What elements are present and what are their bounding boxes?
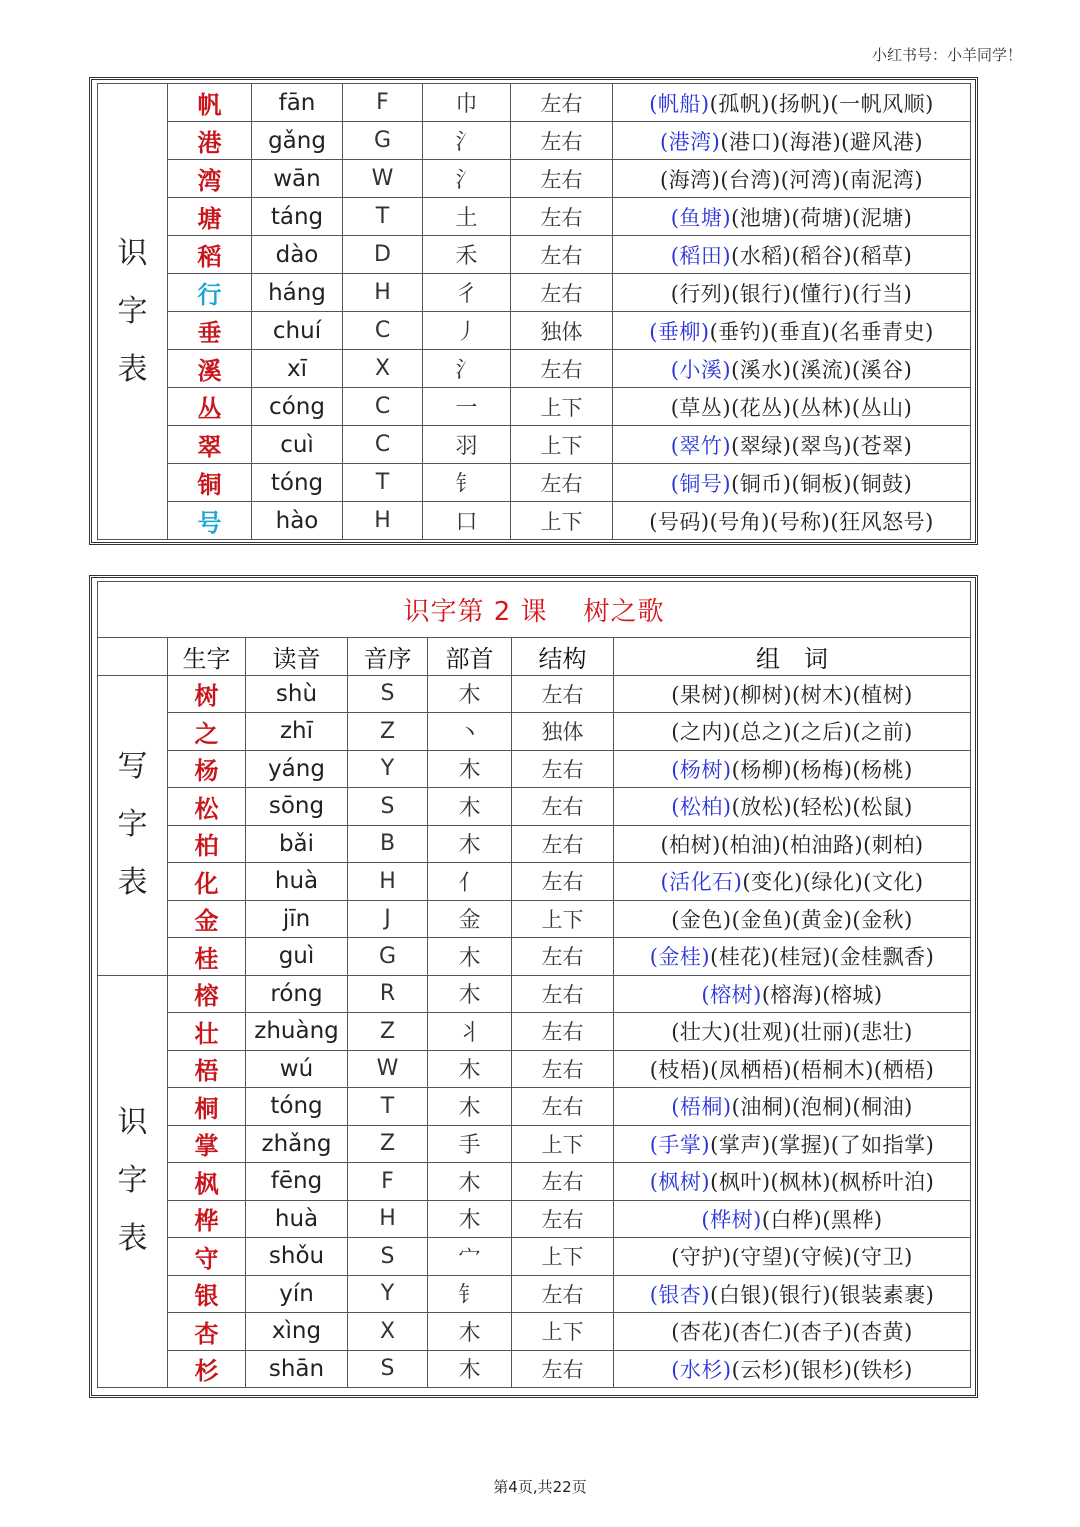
highlighted-word: (鱼塘) (670, 205, 732, 230)
phonetic-order-cell: G (343, 122, 423, 160)
structure-cell: 上下 (511, 388, 613, 426)
pinyin-cell: wú (246, 1050, 348, 1088)
watermark-account: 小红书号：小羊同学！ (871, 46, 1022, 64)
word-list: (枫叶)(枫林)(枫桥叶泊) (710, 1170, 935, 1195)
character-cell: 丛 (168, 388, 252, 426)
character-cell: 桂 (168, 938, 246, 976)
character-cell: 金 (168, 900, 246, 938)
character-cell: 塘 (168, 198, 252, 236)
table-row (98, 198, 971, 236)
radical-cell: 丬 (428, 1013, 512, 1051)
structure-cell: 左右 (512, 1088, 614, 1126)
word-list: (柏树)(柏油)(柏油路)(刺柏) (660, 832, 924, 857)
header-cell: 部首 (428, 638, 512, 676)
phonetic-order-cell: J (348, 900, 428, 938)
character-cell: 垂 (168, 312, 252, 350)
phonetic-order-cell: C (343, 388, 423, 426)
phonetic-order-cell: Z (348, 713, 428, 751)
word-list: (翠绿)(翠鸟)(苍翠) (731, 433, 913, 458)
highlighted-word: (金桂) (649, 945, 711, 970)
word-list: (守护)(守望)(守候)(守卫) (671, 1245, 913, 1270)
word-list: (油桐)(泡桐)(桐油) (731, 1095, 913, 1120)
word-list: (变化)(绿化)(文化) (742, 870, 924, 895)
word-list: (行列)(银行)(懂行)(行当) (670, 281, 913, 306)
phonetic-order-cell: T (343, 198, 423, 236)
word-group-cell (613, 502, 971, 540)
highlighted-word: (桦树) (701, 1207, 762, 1232)
highlighted-word: (榕树) (701, 982, 762, 1007)
word-group-cell (614, 1013, 971, 1051)
table-row (98, 312, 971, 350)
phonetic-order-cell: T (343, 464, 423, 502)
structure-cell: 左右 (512, 938, 614, 976)
character-cell: 壮 (168, 1013, 246, 1051)
radical-cell: 土 (423, 198, 511, 236)
highlighted-word: (港湾) (659, 129, 721, 154)
phonetic-order-cell: S (348, 675, 428, 713)
structure-cell: 上下 (511, 502, 613, 540)
pinyin-cell: gǎng (252, 122, 343, 160)
structure-cell: 左右 (511, 122, 613, 160)
word-group-cell (613, 274, 971, 312)
pinyin-cell: sōng (246, 788, 348, 826)
word-group-cell (613, 160, 971, 198)
highlighted-word: (枫树) (649, 1170, 711, 1195)
phonetic-order-cell: C (343, 312, 423, 350)
radical-cell: 口 (423, 502, 511, 540)
table-1-frame (89, 77, 978, 545)
character-cell: 杨 (168, 750, 246, 788)
radical-cell: 亻 (428, 863, 512, 901)
pinyin-cell: chuí (252, 312, 343, 350)
structure-cell: 左右 (511, 160, 613, 198)
structure-cell: 左右 (511, 464, 613, 502)
highlighted-word: (稻田) (670, 243, 732, 268)
table-row (98, 160, 971, 198)
word-group-cell (613, 198, 971, 236)
character-cell: 稻 (168, 236, 252, 274)
highlighted-word: (杨树) (671, 757, 732, 782)
table-row (98, 900, 971, 938)
character-cell: 湾 (168, 160, 252, 198)
pinyin-cell: hào (252, 502, 343, 540)
table-row (98, 1238, 971, 1276)
radical-cell: 木 (428, 675, 512, 713)
radical-cell: 手 (428, 1125, 512, 1163)
pinyin-cell: zhī (246, 713, 348, 751)
word-group-cell (613, 84, 971, 122)
phonetic-order-cell: H (348, 863, 428, 901)
table-row (98, 1275, 971, 1313)
highlighted-word: (梧桐) (671, 1095, 732, 1120)
table-row (98, 713, 971, 751)
side-label-char: 字 (117, 293, 148, 329)
pinyin-cell: bǎi (246, 825, 348, 863)
lesson-number: 识字第 2 课 (403, 597, 548, 627)
character-cell: 银 (168, 1275, 246, 1313)
radical-cell: 氵 (423, 350, 511, 388)
table-2-frame (89, 575, 978, 1398)
radical-cell: 木 (428, 1050, 512, 1088)
word-list: (铜币)(铜板)(铜鼓) (731, 471, 913, 496)
side-label-char: 字 (117, 1163, 148, 1199)
table-row (98, 388, 971, 426)
highlighted-word: (垂柳) (649, 319, 710, 344)
radical-cell: 木 (428, 825, 512, 863)
pinyin-cell: háng (252, 274, 343, 312)
word-list: (号码)(号角)(号称)(狂风怒号) (649, 509, 934, 534)
word-group-cell (613, 312, 971, 350)
structure-cell: 上下 (511, 426, 613, 464)
radical-cell: 木 (428, 975, 512, 1013)
word-group-cell (614, 675, 971, 713)
structure-cell: 左右 (512, 1163, 614, 1201)
character-cell: 溪 (168, 350, 252, 388)
word-group-cell (613, 464, 971, 502)
character-cell: 守 (168, 1238, 246, 1276)
pinyin-cell: fān (252, 84, 343, 122)
structure-cell: 左右 (512, 1350, 614, 1388)
word-group-cell (614, 713, 971, 751)
side-label-char: 字 (117, 807, 148, 842)
highlighted-word: (活化石) (660, 870, 743, 895)
pinyin-cell: shǒu (246, 1238, 348, 1276)
pinyin-cell: xī (252, 350, 343, 388)
structure-cell: 独体 (511, 312, 613, 350)
side-label-char: 识 (117, 1105, 148, 1141)
word-group-cell (614, 1238, 971, 1276)
structure-cell: 左右 (511, 236, 613, 274)
table-row (98, 1350, 971, 1388)
highlighted-word: (松柏) (671, 795, 732, 820)
word-group-cell (614, 1163, 971, 1201)
phonetic-order-cell: C (343, 426, 423, 464)
pinyin-cell: jīn (246, 900, 348, 938)
phonetic-order-cell: R (348, 975, 428, 1013)
table-row (98, 84, 971, 122)
radical-cell: 木 (428, 1163, 512, 1201)
pinyin-cell: guì (246, 938, 348, 976)
word-group-cell (614, 1088, 971, 1126)
pinyin-cell: fēng (246, 1163, 348, 1201)
header-cell: 生字 (168, 638, 246, 676)
radical-cell: 彳 (423, 274, 511, 312)
word-list: (枝梧)(凤栖梧)(梧桐木)(栖梧) (649, 1057, 935, 1082)
structure-cell: 左右 (512, 863, 614, 901)
table-row (98, 122, 971, 160)
header-cell: 读音 (246, 638, 348, 676)
word-group-cell (613, 236, 971, 274)
character-cell: 枫 (168, 1163, 246, 1201)
phonetic-order-cell: B (348, 825, 428, 863)
phonetic-order-cell: Y (348, 1275, 428, 1313)
character-cell: 帆 (168, 84, 252, 122)
pinyin-cell: xìng (246, 1313, 348, 1351)
character-cell: 松 (168, 788, 246, 826)
word-list: (池塘)(荷塘)(泥塘) (731, 205, 913, 230)
character-cell: 掌 (168, 1125, 246, 1163)
side-label-recognize (98, 84, 168, 540)
radical-cell: 木 (428, 1313, 512, 1351)
word-list: (杏花)(杏仁)(杏子)(杏黄) (671, 1320, 913, 1345)
table-row (98, 975, 971, 1013)
word-list: (垂钓)(垂直)(名垂青史) (709, 319, 934, 344)
word-group-cell (614, 900, 971, 938)
side-label-char: 识 (117, 235, 148, 271)
pinyin-cell: zhuàng (246, 1013, 348, 1051)
lesson-title-row (98, 582, 971, 638)
structure-cell: 左右 (511, 198, 613, 236)
word-list: (白银)(银行)(银装素裹) (710, 1282, 935, 1307)
word-list: (之内)(总之)(之后)(之前) (671, 720, 913, 745)
header-cell: 组 词 (614, 638, 971, 676)
word-list: (海湾)(台湾)(河湾)(南泥湾) (659, 167, 924, 192)
highlighted-word: (翠竹) (670, 433, 732, 458)
structure-cell: 独体 (512, 713, 614, 751)
word-list: (果树)(柳树)(树木)(植树) (671, 682, 913, 707)
structure-cell: 左右 (512, 1200, 614, 1238)
pinyin-cell: zhǎng (246, 1125, 348, 1163)
structure-cell: 左右 (512, 825, 614, 863)
radical-cell: 禾 (423, 236, 511, 274)
character-cell: 港 (168, 122, 252, 160)
side-label-char: 写 (117, 749, 148, 784)
side-label-char: 表 (117, 865, 148, 900)
word-list: (港口)(海港)(避风港) (720, 129, 924, 154)
word-list: (白桦)(黑桦) (761, 1207, 883, 1232)
word-list: (草丛)(花丛)(丛林)(丛山) (670, 395, 913, 420)
radical-cell: 木 (428, 750, 512, 788)
character-cell: 桐 (168, 1088, 246, 1126)
word-group-cell (614, 1350, 971, 1388)
phonetic-order-cell: W (348, 1050, 428, 1088)
radical-cell: 金 (428, 900, 512, 938)
character-cell: 化 (168, 863, 246, 901)
structure-cell: 上下 (512, 1125, 614, 1163)
lesson-2-table (97, 581, 971, 1388)
structure-cell: 左右 (512, 675, 614, 713)
table-row (98, 675, 971, 713)
highlighted-word: (铜号) (670, 471, 732, 496)
word-group-cell (614, 1313, 971, 1351)
highlighted-word: (银杏) (649, 1282, 711, 1307)
word-list: (放松)(轻松)(松鼠) (731, 795, 913, 820)
pinyin-cell: cuì (252, 426, 343, 464)
character-cell: 杉 (168, 1350, 246, 1388)
header-blank (98, 638, 168, 676)
pinyin-cell: tóng (252, 464, 343, 502)
table-row (98, 1200, 971, 1238)
character-cell: 号 (168, 502, 252, 540)
radical-cell: 羽 (423, 426, 511, 464)
word-list: (溪水)(溪流)(溪谷) (731, 357, 913, 382)
radical-cell: 木 (428, 1088, 512, 1126)
structure-cell: 左右 (512, 750, 614, 788)
structure-cell: 左右 (512, 1275, 614, 1313)
highlighted-word: (帆船) (649, 91, 710, 116)
word-list: (桂花)(桂冠)(金桂飘香) (710, 945, 935, 970)
structure-cell: 左右 (512, 788, 614, 826)
table-row (98, 1013, 971, 1051)
word-list: (榕海)(榕城) (761, 982, 883, 1007)
word-list: (水稻)(稻谷)(稻草) (731, 243, 913, 268)
table-row (98, 274, 971, 312)
character-cell: 榕 (168, 975, 246, 1013)
lesson-title (98, 582, 971, 638)
character-cell: 桦 (168, 1200, 246, 1238)
pinyin-cell: róng (246, 975, 348, 1013)
phonetic-order-cell: Z (348, 1013, 428, 1051)
pinyin-cell: huà (246, 863, 348, 901)
pinyin-cell: shān (246, 1350, 348, 1388)
character-cell: 树 (168, 675, 246, 713)
phonetic-order-cell: Y (348, 750, 428, 788)
radical-cell: 丶 (428, 713, 512, 751)
character-cell: 杏 (168, 1313, 246, 1351)
phonetic-order-cell: D (343, 236, 423, 274)
word-group-cell (614, 938, 971, 976)
radical-cell: 氵 (423, 160, 511, 198)
word-group-cell (614, 788, 971, 826)
word-group-cell (614, 825, 971, 863)
character-cell: 梧 (168, 1050, 246, 1088)
structure-cell: 上下 (512, 1238, 614, 1276)
word-list: (杨柳)(杨梅)(杨桃) (731, 757, 913, 782)
word-group-cell (613, 350, 971, 388)
pinyin-cell: tóng (246, 1088, 348, 1126)
side-label-char: 表 (117, 1221, 148, 1257)
table-row (98, 1088, 971, 1126)
phonetic-order-cell: S (348, 788, 428, 826)
radical-cell: 氵 (423, 122, 511, 160)
radical-cell: 巾 (423, 84, 511, 122)
phonetic-order-cell: F (348, 1163, 428, 1201)
phonetic-order-cell: S (348, 1350, 428, 1388)
table-row (98, 464, 971, 502)
lesson-name: 树之歌 (583, 597, 665, 627)
table-row (98, 350, 971, 388)
phonetic-order-cell: W (343, 160, 423, 198)
word-list: (云杉)(银杉)(铁杉) (731, 1357, 913, 1382)
pinyin-cell: táng (252, 198, 343, 236)
page-footer: 第4页,共22页 (493, 1478, 587, 1496)
structure-cell: 上下 (512, 900, 614, 938)
phonetic-order-cell: Z (348, 1125, 428, 1163)
radical-cell: 木 (428, 1350, 512, 1388)
pinyin-cell: shù (246, 675, 348, 713)
structure-cell: 上下 (512, 1313, 614, 1351)
radical-cell: 一 (423, 388, 511, 426)
table-row (98, 236, 971, 274)
radical-cell: 钅 (423, 464, 511, 502)
side-label-write (98, 675, 168, 975)
table-row (98, 825, 971, 863)
structure-cell: 左右 (511, 274, 613, 312)
character-cell: 柏 (168, 825, 246, 863)
side-label-recognize (98, 975, 168, 1388)
character-cell: 铜 (168, 464, 252, 502)
word-group-cell (614, 863, 971, 901)
phonetic-order-cell: S (348, 1238, 428, 1276)
structure-cell: 左右 (511, 350, 613, 388)
word-group-cell (613, 122, 971, 160)
phonetic-order-cell: G (348, 938, 428, 976)
table-row (98, 1125, 971, 1163)
phonetic-order-cell: X (348, 1313, 428, 1351)
word-group-cell (614, 750, 971, 788)
phonetic-order-cell: H (343, 502, 423, 540)
word-group-cell (614, 975, 971, 1013)
character-cell: 之 (168, 713, 246, 751)
radical-cell: 木 (428, 938, 512, 976)
pinyin-cell: cóng (252, 388, 343, 426)
word-group-cell (613, 388, 971, 426)
table-row (98, 863, 971, 901)
phonetic-order-cell: H (343, 274, 423, 312)
table-row (98, 938, 971, 976)
word-group-cell (614, 1125, 971, 1163)
radical-cell: 木 (428, 788, 512, 826)
header-row (98, 638, 971, 676)
radical-cell: 木 (428, 1200, 512, 1238)
table-row (98, 1050, 971, 1088)
phonetic-order-cell: F (343, 84, 423, 122)
word-list: (壮大)(壮观)(壮丽)(悲壮) (671, 1020, 913, 1045)
word-group-cell (614, 1275, 971, 1313)
radical-cell: 钅 (428, 1275, 512, 1313)
phonetic-order-cell: X (343, 350, 423, 388)
structure-cell: 左右 (512, 975, 614, 1013)
structure-cell: 左右 (511, 84, 613, 122)
highlighted-word: (小溪) (670, 357, 732, 382)
table-row (98, 788, 971, 826)
pinyin-cell: yín (246, 1275, 348, 1313)
word-list: (金色)(金鱼)(黄金)(金秋) (671, 907, 913, 932)
table-row (98, 1163, 971, 1201)
character-cell: 行 (168, 274, 252, 312)
header-cell: 音序 (348, 638, 428, 676)
pinyin-cell: wān (252, 160, 343, 198)
table-row (98, 426, 971, 464)
character-cell: 翠 (168, 426, 252, 464)
word-list: (掌声)(掌握)(了如指掌) (710, 1132, 935, 1157)
table-row (98, 750, 971, 788)
pinyin-cell: dào (252, 236, 343, 274)
structure-cell: 左右 (512, 1050, 614, 1088)
recognize-table-1 (97, 83, 971, 540)
side-label-char: 表 (117, 351, 148, 387)
table-row (98, 1313, 971, 1351)
highlighted-word: (手掌) (649, 1132, 711, 1157)
pinyin-cell: yáng (246, 750, 348, 788)
structure-cell: 左右 (512, 1013, 614, 1051)
word-list: (孤帆)(扬帆)(一帆风顺) (709, 91, 934, 116)
word-group-cell (613, 426, 971, 464)
phonetic-order-cell: H (348, 1200, 428, 1238)
word-group-cell (614, 1200, 971, 1238)
radical-cell: 丿 (423, 312, 511, 350)
table-row (98, 502, 971, 540)
header-cell: 结构 (512, 638, 614, 676)
phonetic-order-cell: T (348, 1088, 428, 1126)
radical-cell: 宀 (428, 1238, 512, 1276)
pinyin-cell: huà (246, 1200, 348, 1238)
word-group-cell (614, 1050, 971, 1088)
highlighted-word: (水杉) (671, 1357, 732, 1382)
